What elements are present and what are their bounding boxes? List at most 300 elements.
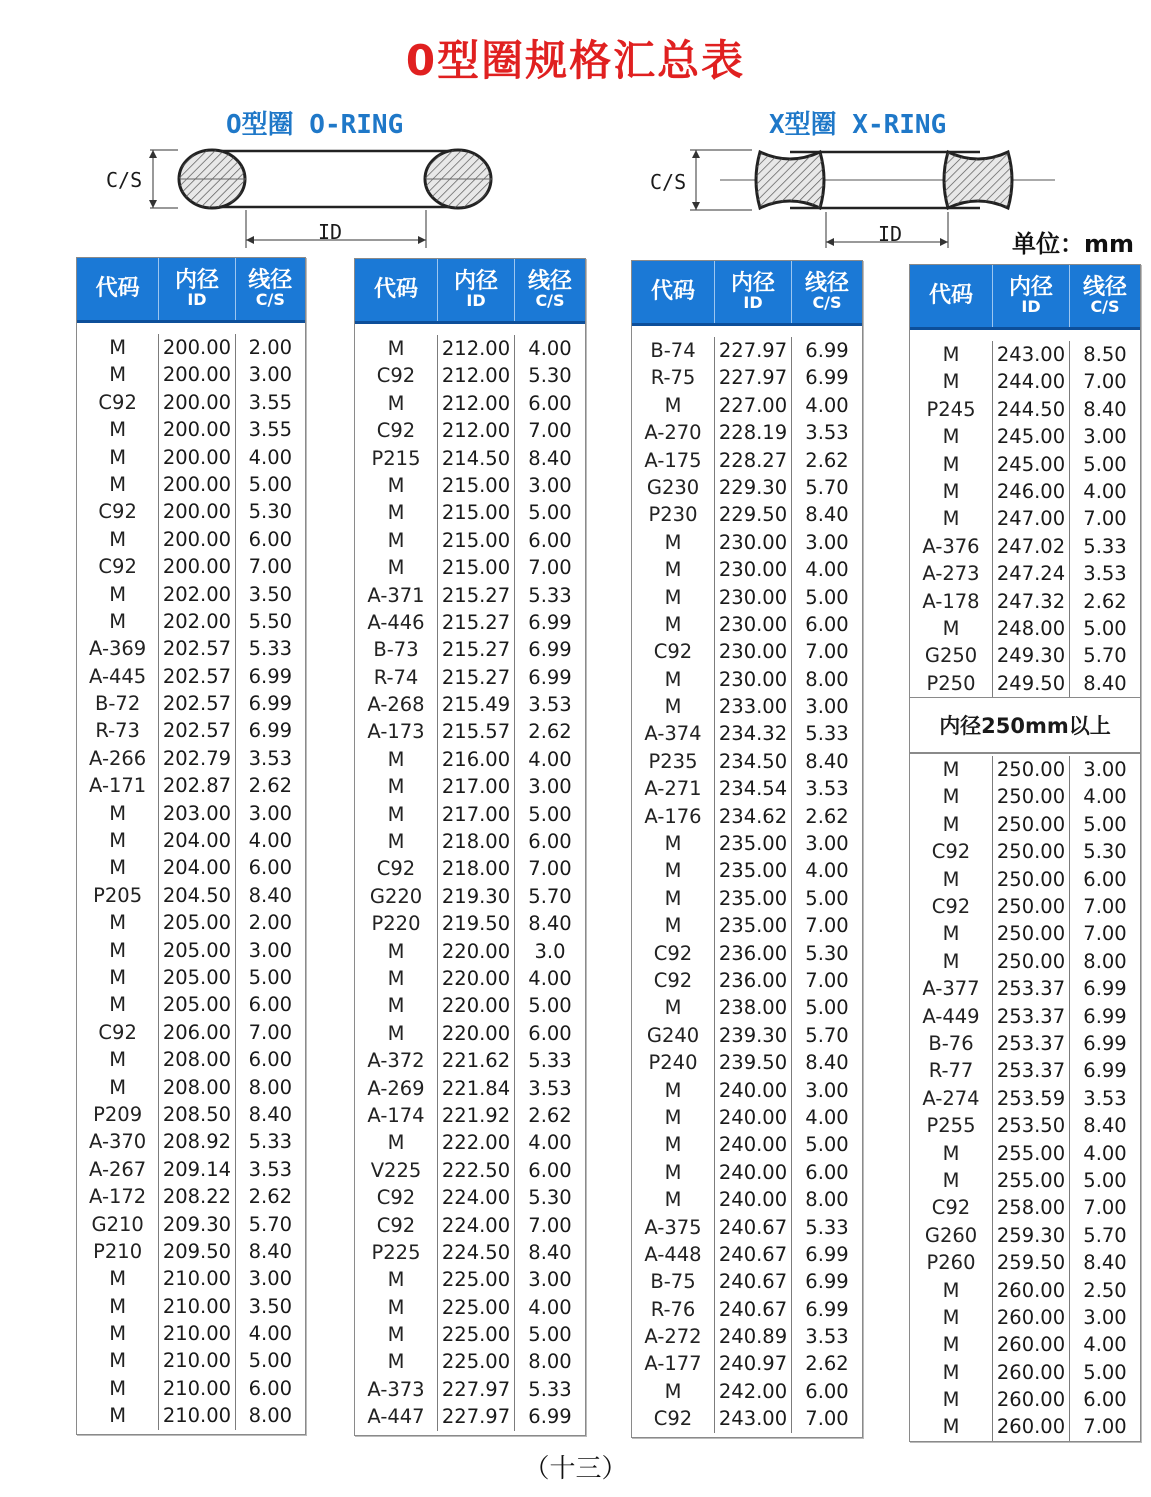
table-cell: 6.00: [805, 612, 849, 636]
table-cell: 210.00: [162, 1267, 232, 1291]
table-cell: 4.00: [1083, 1333, 1127, 1357]
table-cell: 217.00: [441, 802, 511, 826]
id-column: [159, 334, 235, 1430]
table-cell: 260.00: [996, 1333, 1066, 1357]
table-cell: M: [664, 612, 682, 636]
table-cell: 7.00: [1083, 1415, 1127, 1439]
table-cell: 249.30: [996, 644, 1066, 668]
table-cell: A-176: [644, 804, 702, 828]
table-cell: 5.00: [1083, 1168, 1127, 1192]
table-cell: 8.40: [1083, 397, 1127, 421]
table-cell: 6.00: [248, 1048, 293, 1072]
table-cell: 225.00: [441, 1350, 511, 1374]
table-cell: 7.00: [248, 1020, 293, 1044]
table-cell: M: [942, 1141, 960, 1165]
table-cell: 2.50: [1083, 1278, 1127, 1302]
table-cell: M: [109, 609, 127, 633]
table-cell: M: [109, 1048, 127, 1072]
table-cell: 202.79: [162, 746, 232, 770]
table-cell: 236.00: [718, 941, 788, 965]
table-cell: 2.62: [528, 1103, 572, 1127]
table-cell: M: [664, 1105, 682, 1129]
oring-cs-label: C/S: [106, 168, 143, 192]
header-cross-section: 线径 C/S: [527, 269, 572, 311]
table-cell: 202.57: [162, 637, 232, 661]
table-cell: 3.53: [248, 1157, 293, 1181]
table-cell: 225.00: [441, 1268, 511, 1292]
table-cell: 8.40: [805, 1051, 849, 1075]
table-cell: A-271: [644, 777, 702, 801]
table-cell: M: [664, 996, 682, 1020]
table-cell: M: [664, 914, 682, 938]
table-cell: 3.53: [528, 1076, 572, 1100]
table-cell: M: [109, 1294, 127, 1318]
table-cell: 228.19: [718, 421, 788, 445]
table-cell: 4.00: [1083, 785, 1127, 809]
table-cell: 5.00: [528, 994, 572, 1018]
table-cell: 5.33: [248, 1130, 293, 1154]
table-cell: 235.00: [718, 832, 788, 856]
table-cell: 5.00: [248, 965, 293, 989]
table-cell: B-73: [373, 638, 419, 662]
table-cell: 250.00: [996, 949, 1066, 973]
table-cell: 6.00: [1083, 1388, 1127, 1412]
table-cell: 209.14: [162, 1157, 232, 1181]
table-cell: 202.00: [162, 582, 232, 606]
table-cell: M: [387, 747, 405, 771]
table-cell: A-266: [89, 746, 147, 770]
table-cell: C92: [98, 390, 137, 414]
table-cell: M: [387, 1350, 405, 1374]
table-cell: M: [942, 922, 960, 946]
table-cell: 200.00: [162, 472, 232, 496]
table-cell: 259.50: [996, 1251, 1066, 1275]
table-cell: 5.70: [528, 884, 572, 908]
table-cell: 203.00: [162, 801, 232, 825]
table-cell: 5.00: [805, 585, 849, 609]
table-cell: 6.00: [528, 1158, 572, 1182]
header-code: 代码: [632, 261, 715, 323]
table-cell: 253.37: [996, 1004, 1066, 1028]
table-cell: 2.00: [248, 336, 293, 359]
table-cell: M: [387, 802, 405, 826]
table-cell: 6.99: [1083, 1031, 1127, 1055]
table-cell: 240.00: [718, 1188, 788, 1212]
table-cell: M: [387, 1295, 405, 1319]
table-cell: 6.00: [248, 527, 293, 551]
table-cell: M: [664, 1160, 682, 1184]
table-cell: M: [387, 501, 405, 525]
table-cell: 3.53: [528, 693, 572, 717]
table-cell: 209.30: [162, 1212, 232, 1236]
table-cell: 4.00: [528, 747, 572, 771]
table-cell: 229.30: [718, 475, 788, 499]
table-cell: 8.50: [1083, 343, 1127, 366]
header-code: 代码: [77, 258, 159, 320]
table-cell: 243.00: [996, 343, 1066, 366]
table-cell: 5.33: [528, 583, 572, 607]
table-cell: 209.50: [162, 1239, 232, 1263]
table-cell: 240.00: [718, 1160, 788, 1184]
table-cell: M: [109, 363, 127, 387]
oring-id-label: ID: [318, 220, 343, 244]
table-cell: C92: [653, 1407, 693, 1431]
table-cell: 8.40: [805, 749, 849, 773]
table-cell: 204.00: [162, 856, 232, 880]
table-cell: B-76: [928, 1031, 974, 1055]
table-cell: 253.37: [996, 977, 1066, 1001]
table-cell: M: [387, 775, 405, 799]
table-cell: 210.00: [162, 1294, 232, 1318]
header-cross-section: 线径 C/S: [248, 268, 293, 310]
table-cell: 2.62: [248, 1185, 293, 1209]
table-cell: M: [942, 1388, 960, 1412]
table-cell: 210.00: [162, 1404, 232, 1428]
table-cell: A-373: [367, 1377, 425, 1401]
table-cell: P230: [648, 503, 698, 527]
table-cell: 5.00: [528, 501, 572, 525]
table-cell: 238.00: [718, 996, 788, 1020]
table-cell: 3.00: [805, 530, 849, 554]
table-cell: 6.99: [805, 1270, 849, 1294]
table-cell: M: [664, 886, 682, 910]
table-cell: 233.00: [718, 695, 788, 719]
table-body: [910, 330, 1140, 697]
table-cell: 3.00: [528, 473, 572, 497]
page-number: （十三）: [523, 1454, 628, 1484]
table-cell: 260.00: [996, 1415, 1066, 1439]
table-cell: 208.00: [162, 1075, 232, 1099]
code-column: [355, 335, 438, 1431]
table-cell: M: [109, 1376, 127, 1400]
table-cell: 205.00: [162, 911, 232, 935]
table-cell: 5.00: [248, 472, 293, 496]
table-cell: 2.62: [528, 720, 572, 744]
table-cell: M: [109, 418, 127, 442]
table-cell: 220.00: [441, 939, 511, 963]
table-cell: 3.00: [805, 1078, 849, 1102]
table-cell: 200.00: [162, 555, 232, 579]
table-cell: A-177: [644, 1352, 702, 1376]
table-cell: 250.00: [996, 785, 1066, 809]
cs-column: [236, 334, 305, 1430]
table-cell: A-446: [367, 610, 425, 634]
table-cell: M: [942, 452, 960, 476]
table-cell: 200.00: [162, 363, 232, 387]
table-cell: 208.92: [162, 1130, 232, 1154]
table-cell: C92: [653, 640, 693, 664]
table-cell: 240.00: [718, 1133, 788, 1157]
table-cell: A-274: [922, 1086, 980, 1110]
oring-diagram: [100, 138, 520, 250]
table-cell: M: [942, 1278, 960, 1302]
table-cell: A-372: [367, 1049, 425, 1073]
xring-id-label: ID: [878, 222, 903, 246]
table-cell: 6.99: [805, 366, 849, 390]
table-cell: 202.00: [162, 609, 232, 633]
table-cell: 4.00: [805, 393, 849, 417]
table-cell: A-375: [644, 1215, 702, 1239]
table-cell: R-73: [95, 719, 140, 743]
table-cell: C92: [376, 1186, 416, 1210]
table-cell: 3.53: [805, 421, 849, 445]
table-cell: 5.30: [528, 364, 572, 388]
code-column: [910, 756, 993, 1441]
table-cell: 3.50: [248, 582, 293, 606]
table-cell: 7.00: [1083, 507, 1127, 531]
header-cross-section: 线径 C/S: [1082, 275, 1127, 317]
table-cell: M: [942, 343, 960, 366]
table-cell: 7.00: [528, 556, 572, 580]
table-cell: C92: [931, 840, 971, 864]
table-cell: M: [387, 1323, 405, 1347]
table-cell: 204.50: [162, 883, 232, 907]
table-cell: A-172: [89, 1185, 147, 1209]
spec-table-2: [354, 258, 586, 1436]
table-cell: 5.30: [1083, 840, 1127, 864]
table-cell: M: [664, 1188, 682, 1212]
table-cell: A-377: [922, 977, 980, 1001]
cs-column: [1070, 756, 1140, 1441]
table-cell: 5.70: [805, 475, 849, 499]
table-cell: 240.67: [718, 1242, 788, 1266]
table-cell: 8.40: [1083, 1114, 1127, 1138]
table-cell: 4.00: [528, 966, 572, 990]
table-cell: 4.00: [248, 1322, 293, 1346]
table-cell: 250.00: [996, 867, 1066, 891]
table-cell: M: [942, 949, 960, 973]
table-cell: 2.62: [248, 774, 293, 798]
table-cell: M: [109, 993, 127, 1017]
table-cell: 224.50: [441, 1240, 511, 1264]
table-cell: 5.30: [528, 1186, 572, 1210]
table-cell: 2.62: [1083, 589, 1127, 613]
table-cell: 5.33: [528, 1377, 572, 1401]
table-cell: P250: [926, 671, 976, 695]
table-cell: 3.00: [1083, 1305, 1127, 1329]
table-cell: 6.00: [248, 993, 293, 1017]
table-cell: 6.99: [528, 638, 572, 662]
table-cell: C92: [376, 419, 416, 443]
table-cell: 3.00: [248, 1267, 293, 1291]
table-cell: P245: [926, 397, 976, 421]
table-cell: 219.30: [441, 884, 511, 908]
table-header: [910, 265, 1140, 330]
table-cell: 215.00: [441, 528, 511, 552]
spec-table-1: [76, 257, 306, 1435]
table-cell: M: [664, 1133, 682, 1157]
table-cell: 6.00: [528, 528, 572, 552]
table-cell: M: [109, 801, 127, 825]
table-cell: C92: [653, 941, 693, 965]
table-cell: 5.30: [805, 941, 849, 965]
table-cell: 235.00: [718, 886, 788, 910]
table-cell: 5.00: [1083, 616, 1127, 640]
table-cell: M: [109, 965, 127, 989]
table-cell: 212.00: [441, 391, 511, 415]
table-cell: P260: [926, 1251, 976, 1275]
table-cell: 253.59: [996, 1086, 1066, 1110]
table-cell: 218.00: [441, 830, 511, 854]
table-cell: C92: [376, 364, 416, 388]
table-cell: 8.40: [528, 446, 572, 470]
table-cell: 3.00: [805, 832, 849, 856]
table-cell: M: [942, 479, 960, 503]
table-cell: 225.00: [441, 1323, 511, 1347]
table-cell: 7.00: [805, 1407, 849, 1431]
table-cell: 250.00: [996, 922, 1066, 946]
table-cell: 218.00: [441, 857, 511, 881]
table-cell: M: [109, 1349, 127, 1373]
table-cell: 260.00: [996, 1388, 1066, 1412]
table-cell: M: [942, 1360, 960, 1384]
table-cell: 219.50: [441, 912, 511, 936]
table-cell: 8.40: [805, 503, 849, 527]
table-cell: 255.00: [996, 1141, 1066, 1165]
table-cell: 245.00: [996, 452, 1066, 476]
table-cell: 4.00: [805, 1105, 849, 1129]
table-cell: 244.50: [996, 397, 1066, 421]
table-cell: 8.40: [1083, 1251, 1127, 1275]
table-cell: M: [109, 527, 127, 551]
table-cell: 234.54: [718, 777, 788, 801]
table-cell: 215.27: [441, 638, 511, 662]
table-cell: 240.67: [718, 1215, 788, 1239]
table-cell: 8.00: [248, 1404, 293, 1428]
table-cell: 208.00: [162, 1048, 232, 1072]
table-cell: 5.33: [805, 1215, 849, 1239]
table-cell: C92: [931, 895, 971, 919]
table-cell: 5.33: [805, 722, 849, 746]
table-cell: 3.0: [534, 939, 566, 963]
spec-table-4: [909, 264, 1141, 1442]
table-cell: A-173: [367, 720, 425, 744]
table-cell: 3.00: [248, 938, 293, 962]
table-cell: G220: [369, 884, 423, 908]
table-cell: M: [942, 616, 960, 640]
table-cell: M: [109, 582, 127, 606]
table-cell: M: [664, 1379, 682, 1403]
table-header: [355, 259, 585, 324]
table-cell: A-374: [644, 722, 702, 746]
table-cell: M: [942, 758, 960, 782]
header-inner-diameter: 内径 ID: [993, 265, 1070, 327]
table-cell: 6.00: [528, 391, 572, 415]
table-cell: 200.00: [162, 527, 232, 551]
table-cell: 215.27: [441, 610, 511, 634]
header-inner-diameter: 内径 ID: [715, 261, 792, 323]
table-cell: 5.33: [528, 1049, 572, 1073]
id-column: [438, 335, 515, 1431]
table-cell: 247.32: [996, 589, 1066, 613]
table-cell: M: [387, 473, 405, 497]
table-cell: 235.00: [718, 914, 788, 938]
table-cell: 202.57: [162, 692, 232, 716]
table-cell: 8.40: [248, 1102, 293, 1126]
table-cell: C92: [376, 857, 416, 881]
table-cell: 7.00: [528, 1213, 572, 1237]
table-cell: A-369: [89, 637, 147, 661]
table-cell: M: [664, 667, 682, 691]
table-cell: M: [109, 1075, 127, 1099]
table-cell: 215.27: [441, 665, 511, 689]
table-cell: 202.87: [162, 774, 232, 798]
table-cell: 3.00: [528, 775, 572, 799]
table-cell: 202.57: [162, 664, 232, 688]
id-column: [993, 756, 1070, 1441]
header-cross-section: 线径 C/S: [804, 271, 849, 313]
table-cell: 247.02: [996, 534, 1066, 558]
table-cell: 200.00: [162, 390, 232, 414]
table-cell: 227.97: [718, 366, 788, 390]
table-cell: A-269: [367, 1076, 425, 1100]
header-code: 代码: [355, 259, 438, 321]
table-cell: 4.00: [248, 829, 293, 853]
table-cell: M: [109, 472, 127, 496]
table-cell: M: [664, 832, 682, 856]
table-cell: C92: [98, 1020, 137, 1044]
oring-subtitle: O型圈 O-RING: [226, 110, 404, 140]
xring-cs-label: C/S: [650, 170, 687, 194]
table-cell: A-175: [644, 448, 702, 472]
table-cell: 214.50: [441, 446, 511, 470]
table-cell: A-445: [89, 664, 147, 688]
table-cell: M: [942, 425, 960, 449]
table-header: [632, 261, 862, 326]
table-cell: M: [664, 585, 682, 609]
table-cell: 6.99: [805, 1242, 849, 1266]
table-cell: 210.00: [162, 1376, 232, 1400]
table-cell: M: [942, 812, 960, 836]
table-cell: 6.00: [805, 1160, 849, 1184]
code-column: [77, 334, 159, 1430]
table-cell: 6.99: [528, 1405, 572, 1429]
table-cell: 230.00: [718, 640, 788, 664]
table-cell: 5.00: [1083, 452, 1127, 476]
table-cell: 3.00: [1083, 425, 1127, 449]
table-cell: 216.00: [441, 747, 511, 771]
table-cell: 243.00: [718, 1407, 788, 1431]
table-cell: 258.00: [996, 1196, 1066, 1220]
table-cell: P225: [371, 1240, 421, 1264]
table-cell: 215.00: [441, 556, 511, 580]
table-cell: 3.50: [248, 1294, 293, 1318]
table-cell: 7.00: [1083, 1196, 1127, 1220]
table-cell: A-447: [367, 1405, 425, 1429]
table-cell: M: [942, 1168, 960, 1192]
table-cell: A-267: [89, 1157, 147, 1181]
table-cell: B-74: [650, 339, 696, 362]
table-cell: 6.00: [1083, 867, 1127, 891]
table-cell: 7.00: [528, 857, 572, 881]
table-cell: 212.00: [441, 419, 511, 443]
table-cell: 260.00: [996, 1278, 1066, 1302]
table-cell: 2.62: [805, 804, 849, 828]
table-cell: 8.40: [1083, 671, 1127, 695]
table-cell: G260: [924, 1223, 978, 1247]
table-cell: 215.27: [441, 583, 511, 607]
table-cell: 3.53: [248, 746, 293, 770]
table-cell: 253.37: [996, 1031, 1066, 1055]
table-cell: 5.00: [805, 996, 849, 1020]
table-cell: P209: [93, 1102, 143, 1126]
table-cell: M: [942, 867, 960, 891]
table-header: [77, 258, 305, 323]
table-cell: 4.00: [528, 1131, 572, 1155]
header-code: 代码: [910, 265, 993, 327]
table-cell: 230.00: [718, 585, 788, 609]
table-cell: M: [109, 1404, 127, 1428]
